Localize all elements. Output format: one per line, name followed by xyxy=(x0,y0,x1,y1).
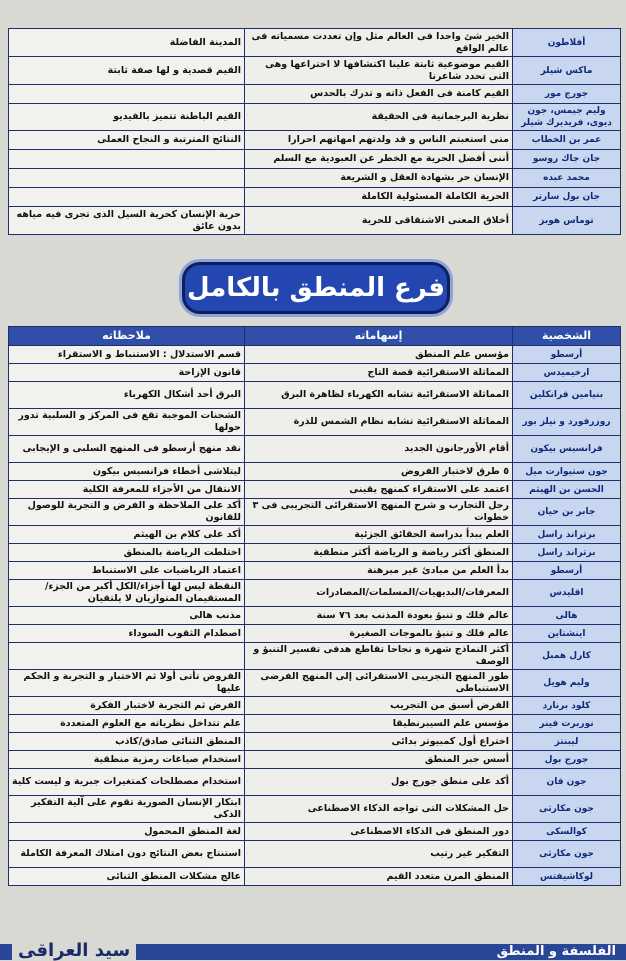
cell-name: جابر بن حيان xyxy=(513,499,621,526)
cell-contribution: أكد على منطق جورج بول xyxy=(245,769,513,796)
cell-name: كوالسكى xyxy=(513,823,621,841)
cell-contribution: الخير شئ واحدا فى العالم مثل وإن تعددت مسمياته فى عالم الواقع xyxy=(245,29,513,57)
cell-note: اصطدام الثقوب السوداء xyxy=(9,625,245,643)
cell-note xyxy=(9,188,245,207)
cell-name: روزرفورد و نيلز بور xyxy=(513,409,621,436)
table-row xyxy=(9,580,621,607)
logic-table-header xyxy=(9,327,621,346)
cell-contribution: المماثلة الاستقرائية تشابه نظام الشمس للذرة xyxy=(245,409,513,436)
table-row xyxy=(9,499,621,526)
table-row xyxy=(9,436,621,463)
cell-contribution: دور المنطق فى الذكاء الاصطناعى xyxy=(245,823,513,841)
table-row xyxy=(9,697,621,715)
values-table-body xyxy=(9,29,621,235)
cell-name: نوربرت فينر xyxy=(513,715,621,733)
cell-name: جان جاك روسو xyxy=(513,150,621,169)
cell-note: الشحنات الموجبة تقع فى المركز و السلبية تدور حولها xyxy=(9,409,245,436)
table-row xyxy=(9,104,621,131)
cell-note: مذنب هالى xyxy=(9,607,245,625)
cell-name: الحسن بن الهيثم xyxy=(513,481,621,499)
cell-name: ليبنتز xyxy=(513,733,621,751)
cell-name: أرسطو xyxy=(513,562,621,580)
cell-name: وليم جيمس، جون ديوى، فريديرك شيلر xyxy=(513,104,621,131)
cell-note: ابتكار الإنسان الصورية تقوم على آلية التفكير الذكى xyxy=(9,796,245,823)
table-row xyxy=(9,625,621,643)
logic-table-body xyxy=(9,346,621,886)
table-row xyxy=(9,169,621,188)
table-row xyxy=(9,526,621,544)
cell-contribution: بدأ العلم من مبادئ غير مبرهنة xyxy=(245,562,513,580)
section-banner: فرع المنطق بالكامل xyxy=(182,262,450,314)
cell-note: حرية الإنسان كحرية السيل الذى تجرى فيه مياهه بدون عائق xyxy=(9,207,245,235)
cell-contribution: طور المنهج التجريبى الاستقرائى إلى المنهج الفرضى الاستنباطى xyxy=(245,670,513,697)
table-row xyxy=(9,751,621,769)
table-row xyxy=(9,409,621,436)
cell-contribution: القيم كامنة فى الفعل ذاته و تدرك بالحدس xyxy=(245,85,513,104)
table-row xyxy=(9,733,621,751)
cell-name: كلود برنارد xyxy=(513,697,621,715)
cell-contribution: القيم موضوعية ثابتة علينا اكتشافها لا اختراعها وهى التى تحدد شاعرنا xyxy=(245,57,513,85)
cell-name: جون ستيوارت ميل xyxy=(513,463,621,481)
header-contrib: إسهاماته xyxy=(245,327,513,346)
cell-name: برتراند راسل xyxy=(513,526,621,544)
cell-name: توماس هوبز xyxy=(513,207,621,235)
cell-note: الفروض تأتى أولا ثم الاختبار و التجربة و الحكم عليها xyxy=(9,670,245,697)
table-row xyxy=(9,607,621,625)
table-row xyxy=(9,868,621,886)
cell-note xyxy=(9,169,245,188)
table-row xyxy=(9,562,621,580)
cell-note: علم تتداخل نظرياته مع العلوم المتعددة xyxy=(9,715,245,733)
cell-note: لغة المنطق المحمول xyxy=(9,823,245,841)
cell-note xyxy=(9,150,245,169)
cell-name: ارخيميدس xyxy=(513,364,621,382)
cell-contribution: اعتمد على الاستقراء كمنهج يقينى xyxy=(245,481,513,499)
cell-note: أكد على الملاحظة و الفرض و التجربة للوصول للقانون xyxy=(9,499,245,526)
cell-contribution: أخلاق المعنى الاشتقاقى للحرية xyxy=(245,207,513,235)
table-row xyxy=(9,481,621,499)
cell-contribution: التفكير غير رتيب xyxy=(245,841,513,868)
table-row xyxy=(9,823,621,841)
footer-subject: الفلسفة و المنطق xyxy=(496,944,616,959)
cell-name: جون مكارثى xyxy=(513,841,621,868)
cell-contribution: مؤسس علم السيبرنطيقا xyxy=(245,715,513,733)
cell-name: فرانسيس بيكون xyxy=(513,436,621,463)
cell-note: القيم الباطنة تتميز بالفيديو xyxy=(9,104,245,131)
cell-note: استخدام مصطلحات كمتغيرات جبرية و ليست كلية xyxy=(9,769,245,796)
table-row xyxy=(9,150,621,169)
logic-table xyxy=(8,326,621,886)
cell-contribution: أننى أفضل الحرية مع الخطر عن العبودية مع السلم xyxy=(245,150,513,169)
cell-note xyxy=(9,643,245,670)
cell-contribution: المماثلة الاستقرائية قصة التاج xyxy=(245,364,513,382)
header-note: ملاحظاته xyxy=(9,327,245,346)
cell-name: جون مكارثى xyxy=(513,796,621,823)
cell-name: جورج مور xyxy=(513,85,621,104)
header-name: الشخصية xyxy=(513,327,621,346)
cell-note: استنتاج بعض النتائج دون امتلاك المعرفة الكاملة xyxy=(9,841,245,868)
cell-note: اعتماد الرياضيات على الاستنباط xyxy=(9,562,245,580)
cell-name: لوكاشيفتس xyxy=(513,868,621,886)
table-row xyxy=(9,57,621,85)
cell-name: اقليدس xyxy=(513,580,621,607)
cell-contribution: رجل التجارب و شرح المنهج الاستقرائى التجريبى فى ٣ خطوات xyxy=(245,499,513,526)
cell-contribution: أكثر النماذج شهرة و نجاحا تقاطع هدفى تفسير التنبؤ و الوصف xyxy=(245,643,513,670)
cell-contribution: العلم يبدأ بدراسة الحقائق الجزئية xyxy=(245,526,513,544)
values-table xyxy=(8,28,621,235)
cell-name: محمد عبده xyxy=(513,169,621,188)
table-row xyxy=(9,670,621,697)
table-row xyxy=(9,643,621,670)
table-row xyxy=(9,364,621,382)
table-row xyxy=(9,131,621,150)
footer-author: سيد العراقى xyxy=(12,940,136,961)
cell-name: جان بول سارتر xyxy=(513,188,621,207)
table-row xyxy=(9,29,621,57)
cell-note: الانتقال من الأجزاء للمعرفة الكلية xyxy=(9,481,245,499)
table-row xyxy=(9,841,621,868)
table-row xyxy=(9,796,621,823)
cell-note: عالج مشكلات المنطق الثنائى xyxy=(9,868,245,886)
cell-contribution: المنطق أكثر رياضة و الرياضة أكثر منطقية xyxy=(245,544,513,562)
cell-note: أكد على كلام بن الهيثم xyxy=(9,526,245,544)
cell-note: القيم قصدية و لها صفة ثابتة xyxy=(9,57,245,85)
cell-note: نقد منهج أرسطو فى المنهج السلبى و الإيجابى xyxy=(9,436,245,463)
cell-note: ليتلاشى أخطاء فرانسيس بيكون xyxy=(9,463,245,481)
cell-note: اختلطت الرياضة بالمنطق xyxy=(9,544,245,562)
cell-note: البرق أحد أشكال الكهرباء xyxy=(9,382,245,409)
cell-contribution: الحرية الكاملة المسئولية الكاملة xyxy=(245,188,513,207)
cell-contribution: أقام الأورجانون الجديد xyxy=(245,436,513,463)
cell-name: هالى xyxy=(513,607,621,625)
cell-contribution: المنطق المرن متعدد القيم xyxy=(245,868,513,886)
cell-note: النقطة ليس لها أجزاء/الكل أكبر من الجزء/المستقيمان المتوازيان لا يلتقيان xyxy=(9,580,245,607)
cell-name: اينشتاين xyxy=(513,625,621,643)
cell-name: جورج بول xyxy=(513,751,621,769)
cell-contribution: مؤسس علم المنطق xyxy=(245,346,513,364)
cell-contribution: اختراع أول كمبيوتر بدائى xyxy=(245,733,513,751)
table-row xyxy=(9,769,621,796)
cell-note: الفرض ثم التجربة لاختبار الفكرة xyxy=(9,697,245,715)
cell-contribution: ٥ طرق لاختبار الفروض xyxy=(245,463,513,481)
cell-note xyxy=(9,85,245,104)
cell-contribution: متى استعبتم الناس و قد ولدتهم امهاتهم احرارا xyxy=(245,131,513,150)
cell-name: بنيامين فرانكلين xyxy=(513,382,621,409)
cell-note: المدينة الفاضلة xyxy=(9,29,245,57)
table-row xyxy=(9,346,621,364)
table-row xyxy=(9,188,621,207)
cell-note: المنطق الثنائى صادق/كاذب xyxy=(9,733,245,751)
cell-name: برتراند راسل xyxy=(513,544,621,562)
cell-name: جون فان xyxy=(513,769,621,796)
table-row xyxy=(9,207,621,235)
cell-note: استخدام صياغات رمزية منطقية xyxy=(9,751,245,769)
cell-note: قانون الإزاحة xyxy=(9,364,245,382)
table-row xyxy=(9,463,621,481)
cell-contribution: الفرض أسبق من التجريب xyxy=(245,697,513,715)
cell-name: كارل همبل xyxy=(513,643,621,670)
cell-name: وليم هويل xyxy=(513,670,621,697)
cell-contribution: الإنسان حر بشهادة العقل و الشريعة xyxy=(245,169,513,188)
cell-name: أرسطو xyxy=(513,346,621,364)
cell-contribution: عالم فلك و تنبؤ بالموجات الصغيرة xyxy=(245,625,513,643)
cell-contribution: عالم فلك و تنبؤ بعودة المذنب بعد ٧٦ سنة xyxy=(245,607,513,625)
cell-contribution: حل المشكلات التى تواجه الذكاء الاصطناعى xyxy=(245,796,513,823)
table-row xyxy=(9,544,621,562)
table-row xyxy=(9,85,621,104)
cell-note: قسم الاستدلال : الاستنباط و الاستقراء xyxy=(9,346,245,364)
cell-contribution: المعرفات/البديهيات/المسلمات/المصادرات xyxy=(245,580,513,607)
page-footer xyxy=(0,940,626,961)
cell-contribution: المماثلة الاستقرائية تشابه الكهرباء لظاهرة البرق xyxy=(245,382,513,409)
cell-contribution: أسس جبر المنطق xyxy=(245,751,513,769)
cell-name: عمر بن الخطاب xyxy=(513,131,621,150)
cell-note: النتائج المترتبة و النجاح العملى xyxy=(9,131,245,150)
cell-name: أفلاطون xyxy=(513,29,621,57)
table-row xyxy=(9,715,621,733)
cell-name: ماكس شيلر xyxy=(513,57,621,85)
cell-contribution: نظرية البرجماتية فى الحقيقة xyxy=(245,104,513,131)
table-row xyxy=(9,382,621,409)
